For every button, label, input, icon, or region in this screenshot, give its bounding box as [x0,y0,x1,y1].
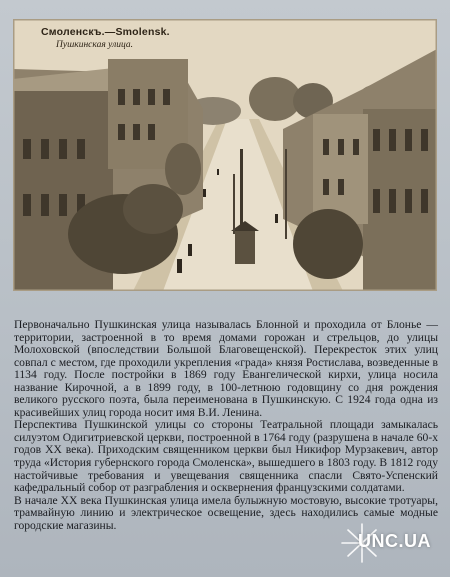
article-body [14,319,438,532]
photo-caption-city: Смоленскъ.—Smolensk. [41,26,170,38]
article-paragraph: Первоначально Пушкинская улица называлась Блонной и проходила от Блонье — территории, застроенной в то время домами горожан и стрельцов, до улицы Молоховской (впоследствии Большой Благовещенской). Перекресток этих улиц совпал с местом, где проходили укрепления «града» князя Ростислава, возведенные в 1134 году. После постройки в 1869 году Евангелической кирхи, улица носила название Кирочной, а в 1899 году, в 100-летнюю годовщину со дня рождения великого русского поэта, была переименована в Пушкинскую. С 1924 года одна из красивейших улиц города носит имя В.И. Ленина. [14,318,438,419]
article-paragraph: В начале XX века Пушкинская улица имела булыжную мостовую, высокие тротуары, трамвайную линию и электрическое освещение, здесь находились самые модные городские магазины. [14,493,438,532]
watermark-logo [340,518,444,568]
photo-caption-street: Пушкинская улица. [56,40,133,50]
article-paragraph: Перспектива Пушкинской улицы со стороны Театральной площади замыкалась силуэтом Одигитриевской церкви, построенной в 1764 году (разрушена в начале 60-х годов XX века). Приходским священником церкви был Никифор Мурзакевич, автор труда «История губернского города Смоленска», вышедшего в 1803 году. В 1812 году настойчивые требования и увещевания священника спасли Свято-Успенский кафедральный собор от разграбления и осквернения французскими солдатами. [14,418,438,495]
street-scene-illustration [13,19,437,291]
watermark-text: UNC.UA [358,531,431,551]
historic-street-photo [13,19,437,291]
